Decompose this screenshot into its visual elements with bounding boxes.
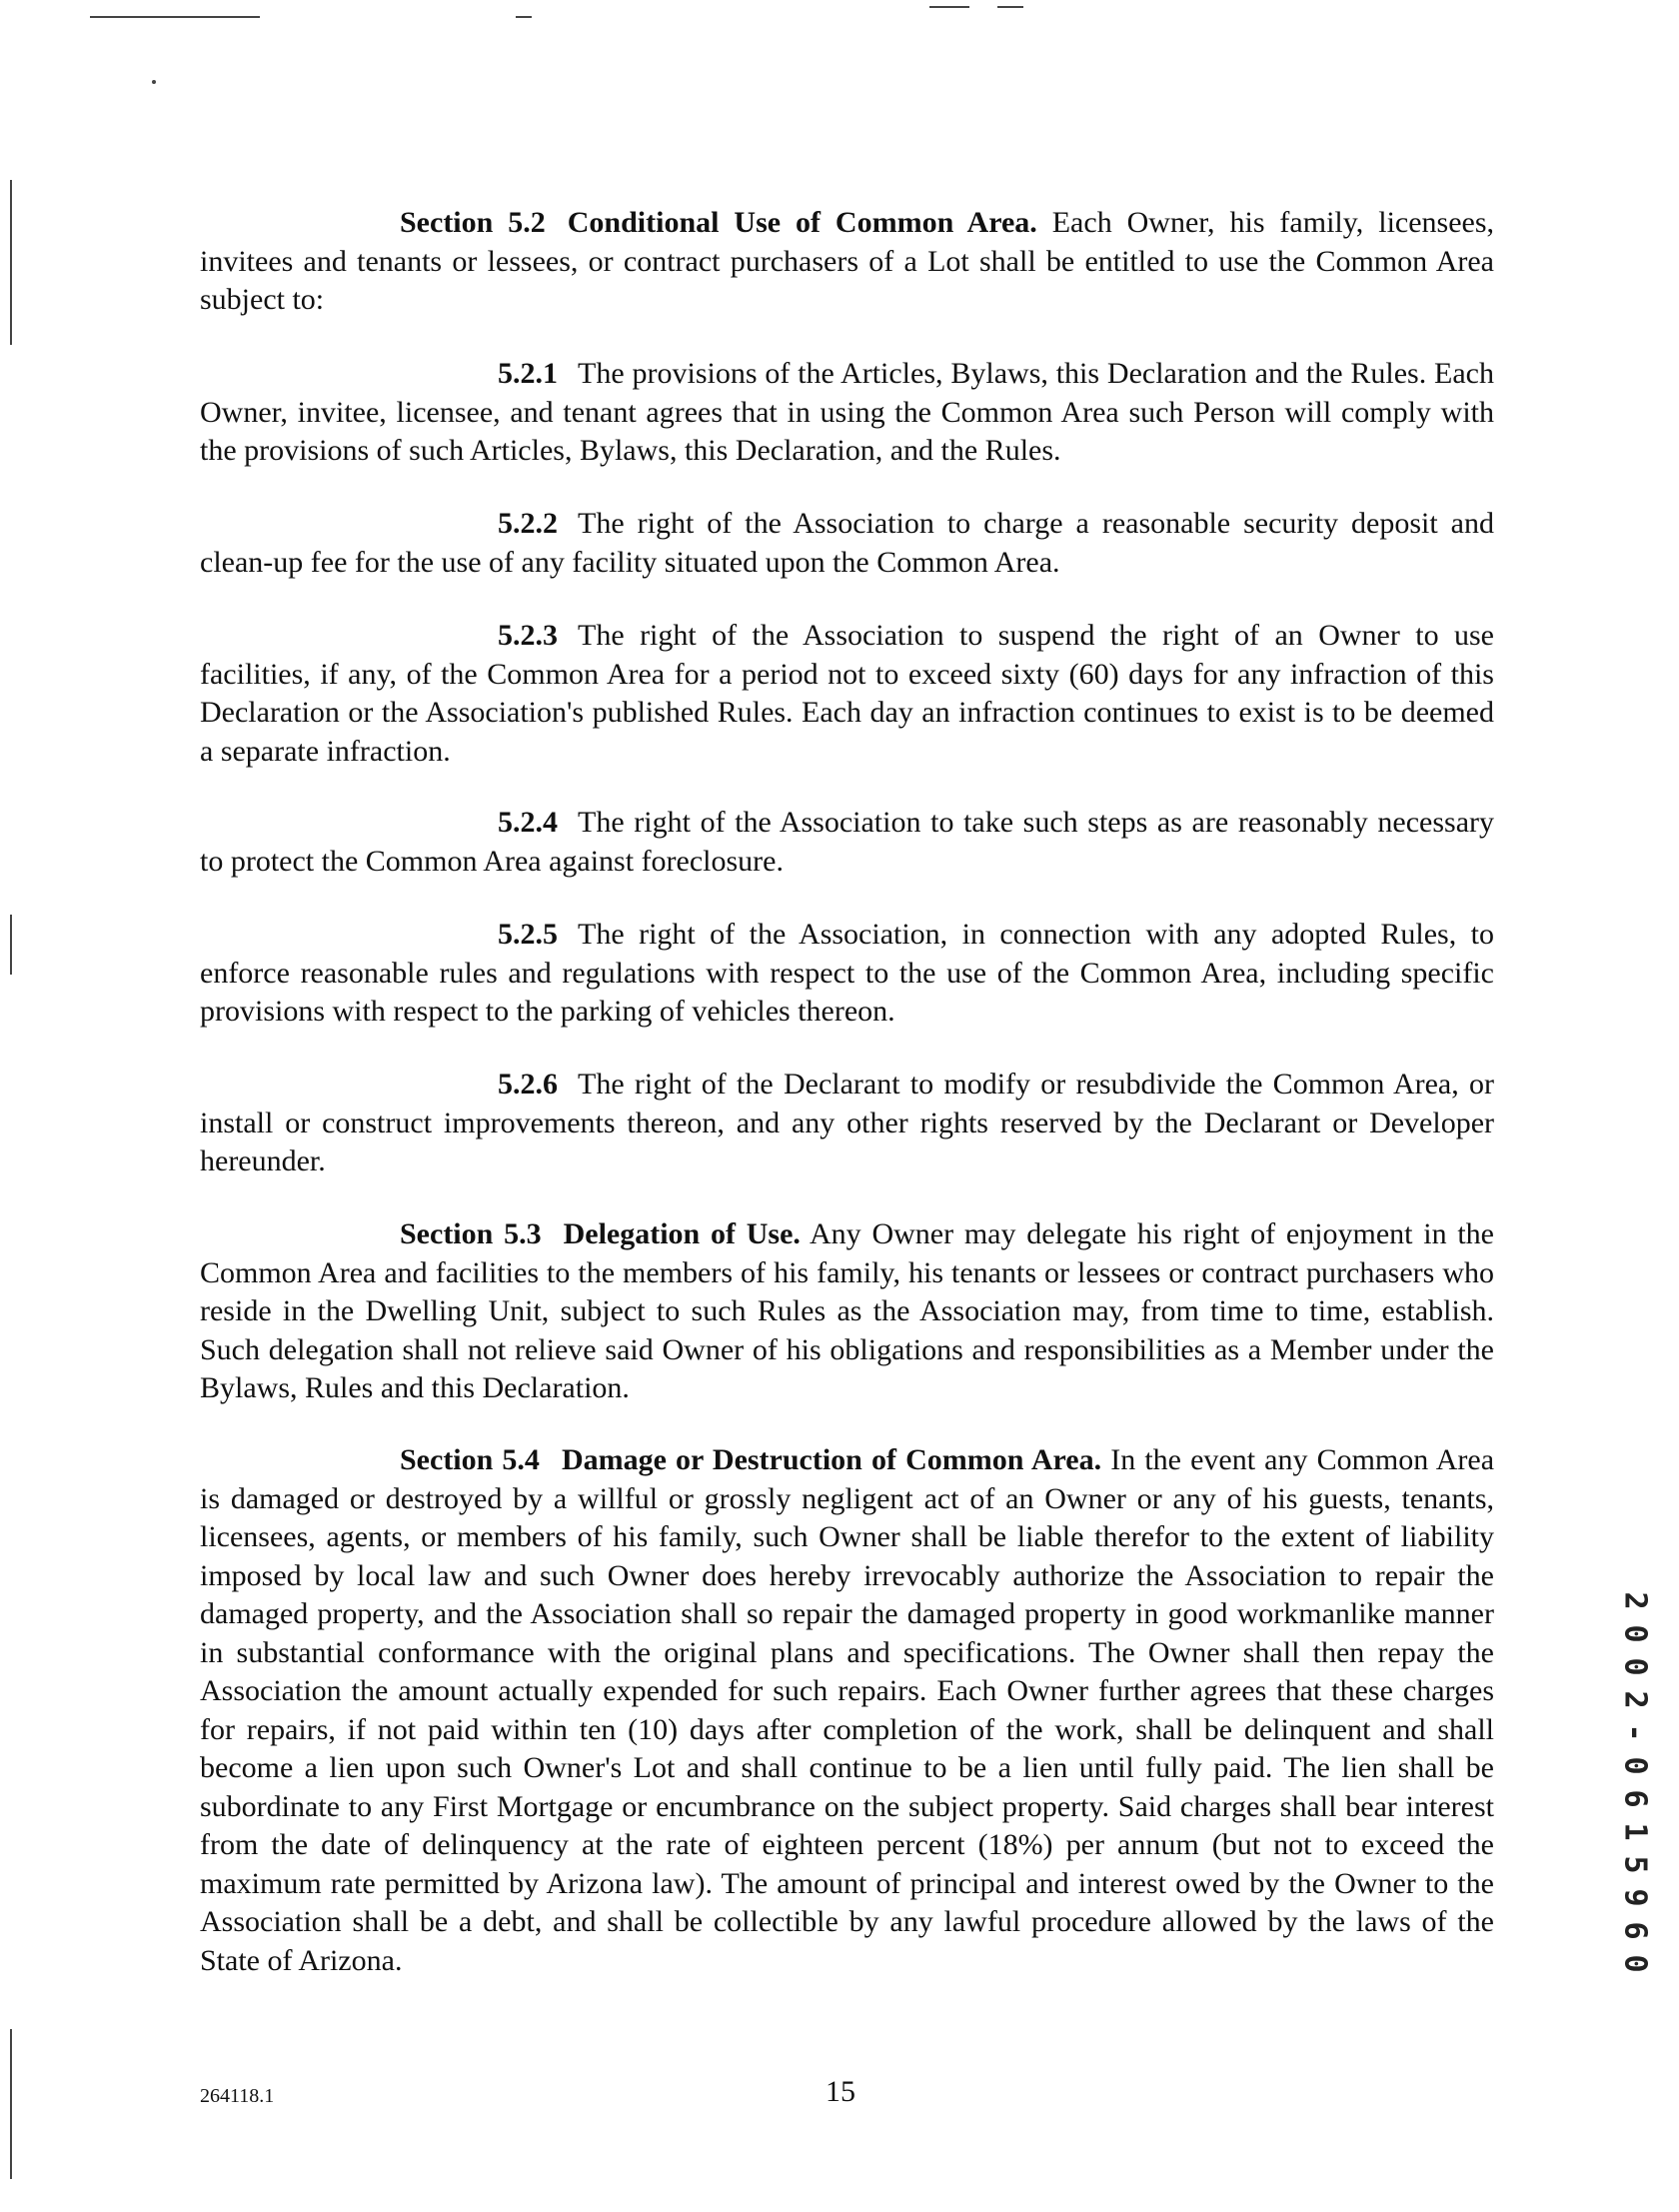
stamp-digit: 0 <box>1617 1756 1653 1775</box>
subsection-text: The right of the Association to take such steps as are reasonably necessary to protect the Common Area against foreclosure. <box>200 806 1494 878</box>
scan-artifact-left-edge <box>10 180 12 345</box>
scan-artifact-top-dash <box>929 6 969 8</box>
document-id: 264118.1 <box>200 2085 275 2107</box>
subsection-5-2-6 <box>200 1066 1494 1181</box>
stamp-digit: 0 <box>1617 1954 1653 1973</box>
subsection-text: The right of the Declarant to modify or resubdivide the Common Area, or install or construct improvements thereon, and any other rights reserved by the Declarant or Developer hereunder. <box>200 1068 1494 1177</box>
section-5-3 <box>200 1215 1494 1408</box>
stamp-digit: 1 <box>1617 1822 1653 1841</box>
subsection-5-2-1 <box>200 355 1494 471</box>
subsection-number: 5.2.4 <box>498 806 558 839</box>
subsection-5-2-5 <box>200 916 1494 1032</box>
stamp-digit: 9 <box>1617 1888 1653 1907</box>
stamp-digit: 2 <box>1617 1591 1653 1610</box>
subsection-5-2-2 <box>200 505 1494 582</box>
subsection-text: The provisions of the Articles, Bylaws, this Declaration and the Rules. Each Owner, invitee, licensee, and tenant agrees that in using the Common Area such Person will comply with the provisions of such Articles, Bylaws, this Declaration, and the Rules. <box>200 357 1494 467</box>
subsection-number: 5.2.2 <box>498 507 558 540</box>
scan-artifact-dot <box>152 80 156 84</box>
scan-artifact-top-dash <box>516 16 532 18</box>
subsection-text: The right of the Association to charge a reasonable security deposit and clean-up fee for the use of any facility situated upon the Common Area. <box>200 507 1494 579</box>
section-5-2 <box>200 204 1494 320</box>
subsection-5-2-3 <box>200 617 1494 771</box>
section-title: Delegation of Use. <box>563 1217 801 1250</box>
stamp-digit: 5 <box>1617 1855 1653 1874</box>
section-title: Damage or Destruction of Common Area. <box>561 1443 1102 1476</box>
section-number: Section 5.4 <box>400 1443 540 1476</box>
page-number: 15 <box>826 2075 855 2108</box>
subsection-number: 5.2.6 <box>498 1068 558 1101</box>
stamp-digit: 2 <box>1617 1690 1653 1709</box>
subsection-number: 5.2.3 <box>498 619 558 652</box>
section-text: Any Owner may delegate his right of enjoyment in the Common Area and facilities to the members of his family, his tenants or lessees or contract purchasers who reside in the Dwelling Unit, subject to such Rules as the Association may, from time to time, establish. Such delegation shall not relieve said Owner of his obligations and responsibilities as a Member under the Bylaws, Rules and this Declaration. <box>200 1217 1494 1404</box>
subsection-5-2-4 <box>200 804 1494 881</box>
section-text: In the event any Common Area is damaged or destroyed by a willful or grossly negligent act of an Owner or any of his guests, tenants, licensees, agents, or members of his family, such Owner shall be liable therefor to the extent of liability imposed by local law and such Owner does hereby irrevocably authorize the Association to repair the damaged property, and the Association shall so repair the damaged property in good workmanlike manner in substantial conformance with the original plans and specifications. The Owner shall then repay the Association the amount actually expended for such repairs. Each Owner further agrees that these charges for repairs, if not paid within ten (10) days after completion of the work, shall be delinquent and shall become a lien upon such Owner's Lot and shall continue to be a lien until fully paid. The lien shall be subordinate to any First Mortgage or encumbrance on the subject property. Said charges shall bear interest from the date of delinquency at the rate of eighteen percent (18%) per annum (but not to exceed the maximum rate permitted by Arizona law). The amount of principal and interest owed by the Owner to the Association shall be a debt, and shall be collectible by any lawful procedure allowed by the laws of the State of Arizona. <box>200 1443 1495 1977</box>
scan-artifact-top-line <box>90 16 260 18</box>
scan-artifact-left-edge <box>10 2029 12 2179</box>
section-number: Section 5.3 <box>400 1217 542 1250</box>
scan-artifact-top-dash <box>997 6 1023 8</box>
section-5-4 <box>200 1441 1494 1980</box>
section-title: Conditional Use of Common Area. <box>567 206 1037 239</box>
stamp-digit: 6 <box>1617 1921 1653 1940</box>
subsection-text: The right of the Association, in connection with any adopted Rules, to enforce reasonable rules and regulations with respect to the use of the Common Area, including specific provisions with respect to the parking of vehicles thereon. <box>200 918 1494 1028</box>
subsection-number: 5.2.5 <box>498 918 558 951</box>
stamp-digit: 0 <box>1617 1657 1653 1676</box>
stamp-digit: 0 <box>1617 1624 1653 1643</box>
recording-number-stamp <box>1615 1584 1655 1980</box>
subsection-number: 5.2.1 <box>498 357 558 390</box>
section-text: Each Owner, his family, licensees, invitees and tenants or lessees, or contract purchasers of a Lot shall be entitled to use the Common Area subject to: <box>200 206 1495 316</box>
scan-artifact-left-edge <box>10 915 12 975</box>
subsection-text: The right of the Association to suspend the right of an Owner to use facilities, if any, of the Common Area for a period not to exceed sixty (60) days for any infraction of this Declaration or the Association's published Rules. Each day an infraction continues to exist is to be deemed a separate infraction. <box>200 619 1494 768</box>
stamp-digit: - <box>1617 1723 1653 1742</box>
section-number: Section 5.2 <box>400 206 546 239</box>
stamp-digit: 6 <box>1617 1789 1653 1808</box>
